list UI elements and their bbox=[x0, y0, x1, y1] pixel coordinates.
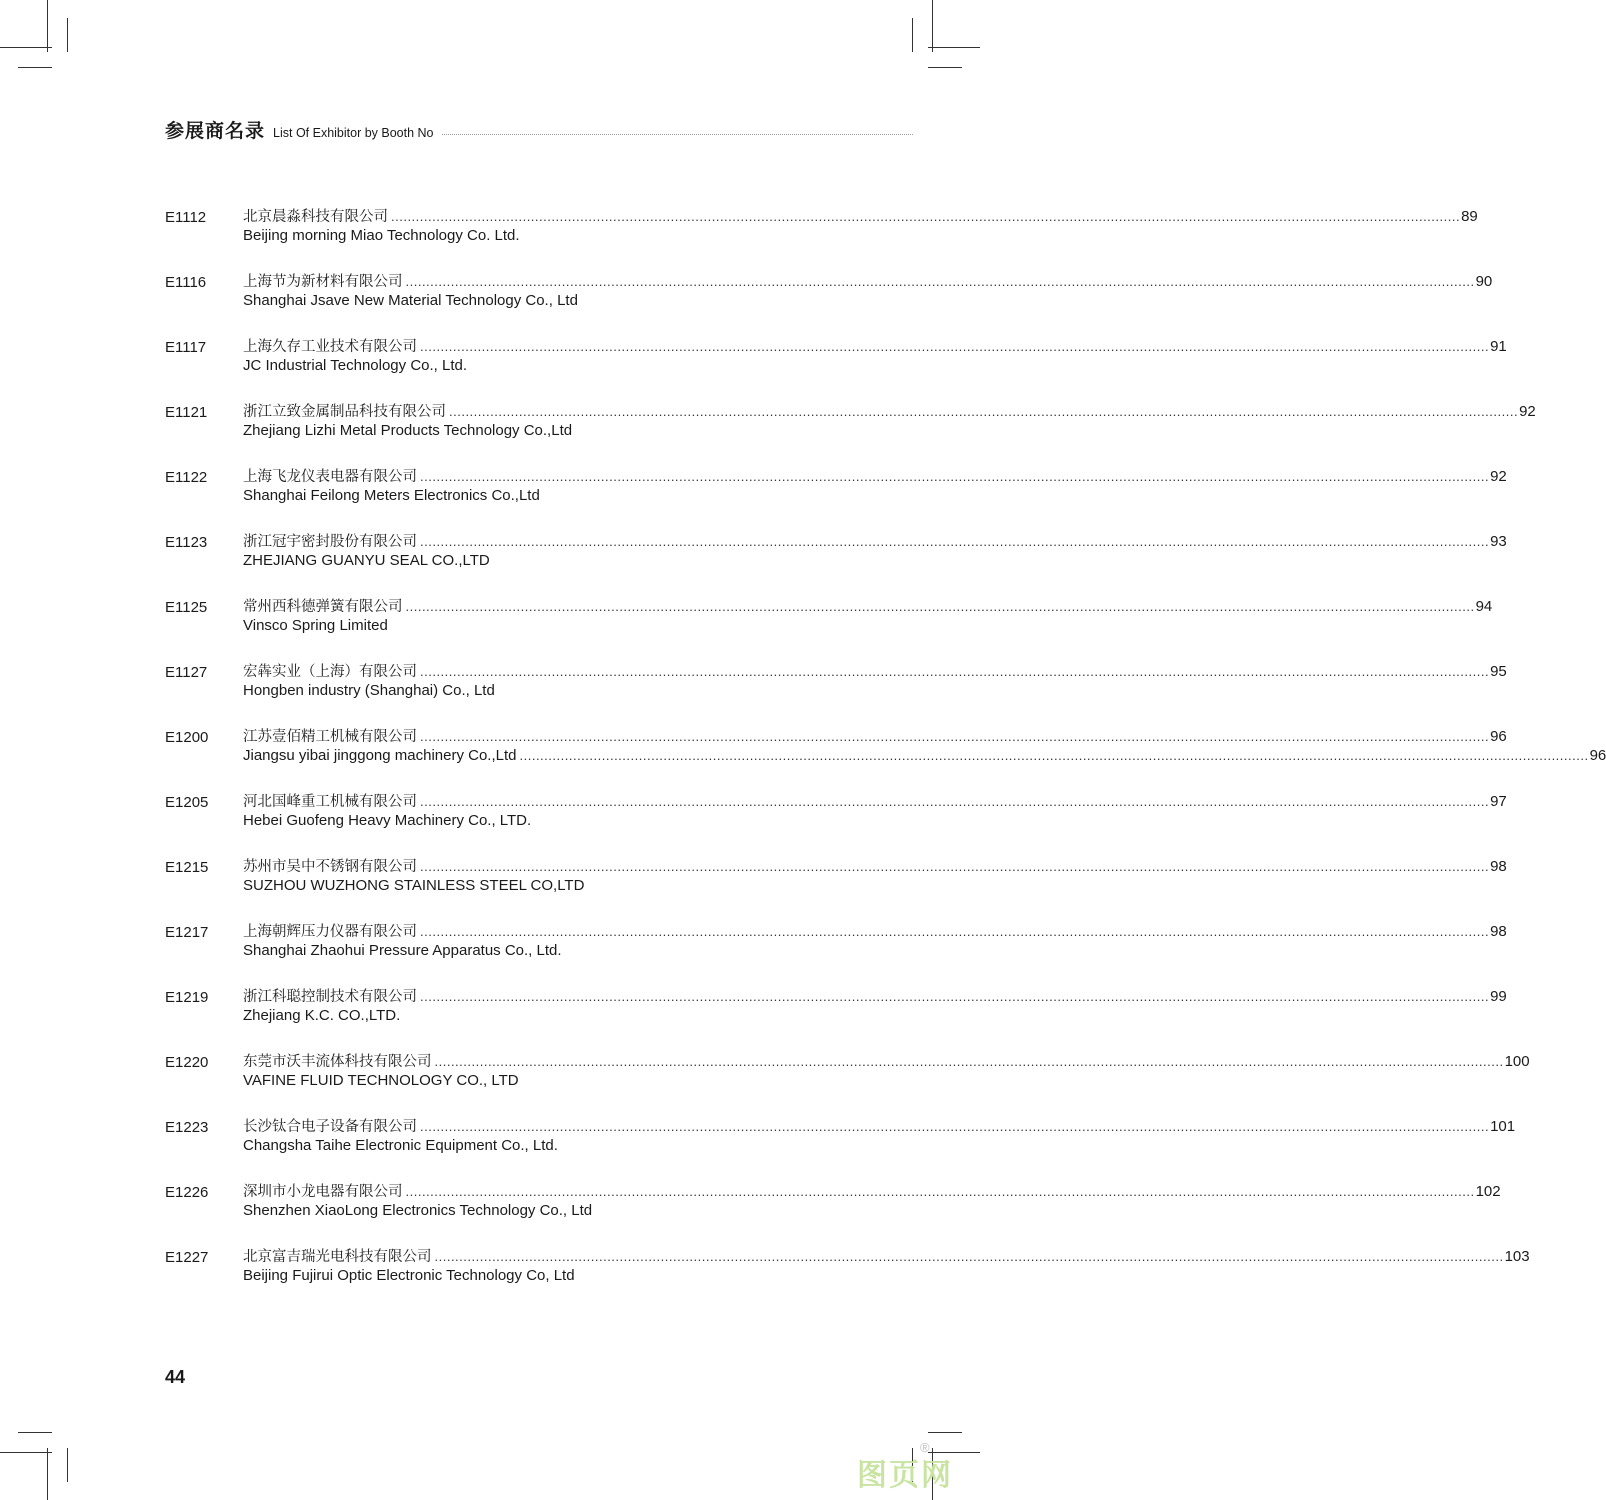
crop-mark bbox=[928, 67, 962, 68]
booth-number: E1116 bbox=[165, 274, 207, 291]
dot-leader: .................................................................................................................................................................................................................................................................... bbox=[420, 1119, 1490, 1134]
dot-leader: .................................................................................................................................................................................................................................................................... bbox=[405, 599, 1475, 614]
entry-line-en bbox=[243, 487, 815, 509]
entry-line-en bbox=[243, 552, 815, 574]
page-reference: 94 bbox=[1475, 598, 1493, 615]
header-dotted-rule bbox=[442, 134, 913, 135]
entry-line-en bbox=[243, 617, 815, 639]
page-number: 44 bbox=[165, 1367, 186, 1387]
entry-line-en bbox=[243, 812, 815, 834]
page-reference: 98 bbox=[1490, 923, 1507, 940]
company-name-en: Shanghai Zhaohui Pressure Apparatus Co., Ltd. bbox=[243, 942, 562, 959]
entry-line-cn bbox=[243, 465, 1507, 487]
crop-mark bbox=[0, 1452, 52, 1453]
company-name-en: Zhejiang K.C. CO.,LTD. bbox=[243, 1007, 401, 1024]
company-name-en: Hebei Guofeng Heavy Machinery Co., LTD. bbox=[243, 812, 532, 829]
booth-number: E1125 bbox=[165, 599, 208, 616]
dot-leader: .................................................................................................................................................................................................................................................................... bbox=[434, 1054, 1504, 1069]
company-name-en: Vinsco Spring Limited bbox=[243, 617, 388, 634]
page-reference: 102 bbox=[1475, 1183, 1501, 1200]
page-reference: 103 bbox=[1504, 1248, 1530, 1265]
booth-number: E1122 bbox=[165, 469, 208, 486]
entry-line-en bbox=[243, 682, 815, 704]
entry-line-en bbox=[243, 747, 1606, 769]
company-name-cn: 浙江冠宇密封股份有限公司 bbox=[243, 534, 417, 550]
booth-number: E1112 bbox=[165, 209, 207, 226]
exhibitor-entry bbox=[165, 1180, 1501, 1245]
booth-number: E1123 bbox=[165, 534, 208, 551]
entry-line-cn bbox=[243, 855, 1507, 877]
entry-line-cn bbox=[243, 205, 1478, 227]
page-reference: 101 bbox=[1490, 1118, 1516, 1135]
exhibitor-entry bbox=[165, 660, 1507, 725]
company-name-cn: 上海久存工业技术有限公司 bbox=[243, 339, 417, 355]
company-name-cn: 江苏壹佰精工机械有限公司 bbox=[243, 729, 417, 745]
crop-mark bbox=[18, 67, 52, 68]
company-name-cn: 浙江立致金属制品科技有限公司 bbox=[243, 404, 446, 420]
exhibitor-list bbox=[165, 205, 1606, 1310]
entry-line-cn bbox=[243, 530, 1507, 552]
company-name-cn: 东莞市沃丰流体科技有限公司 bbox=[243, 1054, 432, 1070]
entry-line-cn bbox=[243, 985, 1507, 1007]
exhibitor-entry bbox=[165, 855, 1507, 920]
exhibitor-entry bbox=[165, 465, 1507, 530]
dot-leader: .................................................................................................................................................................................................................................................................... bbox=[449, 404, 1519, 419]
company-name-en: Shenzhen XiaoLong Electronics Technology Co., Ltd bbox=[243, 1202, 593, 1219]
exhibitor-entry bbox=[165, 335, 1507, 400]
page-header bbox=[165, 117, 913, 143]
dot-leader: .................................................................................................................................................................................................................................................................... bbox=[405, 274, 1475, 289]
company-name-en: Jiangsu yibai jinggong machinery Co.,Ltd bbox=[243, 747, 517, 764]
page-reference: 92 bbox=[1519, 403, 1536, 420]
watermark-logo: 图页网 bbox=[857, 1458, 953, 1493]
dot-leader: .................................................................................................................................................................................................................................................................... bbox=[420, 729, 1490, 744]
entry-line-cn bbox=[243, 270, 1493, 292]
company-name-en: Beijing Fujirui Optic Electronic Technology Co, Ltd bbox=[243, 1267, 575, 1284]
company-name-cn: 长沙钛合电子设备有限公司 bbox=[243, 1119, 417, 1135]
company-name-cn: 苏州市吴中不锈钢有限公司 bbox=[243, 859, 417, 875]
booth-number: E1200 bbox=[165, 729, 209, 746]
dot-leader: .................................................................................................................................................................................................................................................................... bbox=[420, 989, 1490, 1004]
entry-line-en bbox=[243, 942, 815, 964]
dot-leader: .................................................................................................................................................................................................................................................................... bbox=[391, 209, 1461, 224]
dot-leader: .................................................................................................................................................................................................................................................................... bbox=[420, 469, 1490, 484]
page-reference: 100 bbox=[1504, 1053, 1530, 1070]
exhibitor-entry bbox=[165, 205, 1478, 270]
entry-line-en bbox=[243, 422, 815, 444]
page-reference: 96 bbox=[1589, 747, 1606, 764]
crop-mark bbox=[928, 1432, 962, 1433]
booth-number: E1205 bbox=[165, 794, 209, 811]
company-name-en: SUZHOU WUZHONG STAINLESS STEEL CO,LTD bbox=[243, 877, 585, 894]
company-name-cn: 常州西科德弹簧有限公司 bbox=[243, 599, 403, 615]
entry-line-cn bbox=[243, 595, 1493, 617]
registered-mark-icon: ® bbox=[920, 1440, 930, 1455]
entry-line-cn bbox=[243, 1050, 1530, 1072]
exhibitor-entry bbox=[165, 1245, 1530, 1310]
booth-number: E1215 bbox=[165, 859, 209, 876]
booth-number: E1220 bbox=[165, 1054, 209, 1071]
crop-mark bbox=[67, 18, 68, 52]
page-reference: 97 bbox=[1490, 793, 1507, 810]
company-name-cn: 河北国峰重工机械有限公司 bbox=[243, 794, 417, 810]
company-name-en: Shanghai Feilong Meters Electronics Co.,Ltd bbox=[243, 487, 540, 504]
company-name-cn: 上海节为新材料有限公司 bbox=[243, 274, 403, 290]
crop-mark bbox=[932, 0, 933, 52]
company-name-cn: 宏犇实业（上海）有限公司 bbox=[243, 664, 417, 680]
entry-line-cn bbox=[243, 400, 1536, 422]
exhibitor-entry bbox=[165, 985, 1507, 1050]
page-reference: 98 bbox=[1490, 858, 1507, 875]
dot-leader: .................................................................................................................................................................................................................................................................... bbox=[420, 339, 1490, 354]
entry-line-cn bbox=[243, 790, 1507, 812]
crop-mark bbox=[67, 1448, 68, 1482]
dot-leader: .................................................................................................................................................................................................................................................................... bbox=[420, 924, 1490, 939]
entry-line-en bbox=[243, 1072, 815, 1094]
exhibitor-entry bbox=[165, 530, 1507, 595]
dot-leader: .................................................................................................................................................................................................................................................................... bbox=[420, 794, 1490, 809]
crop-mark bbox=[47, 0, 48, 52]
company-name-en: Zhejiang Lizhi Metal Products Technology Co.,Ltd bbox=[243, 422, 573, 439]
entry-line-cn bbox=[243, 1115, 1516, 1137]
booth-number: E1127 bbox=[165, 664, 208, 681]
dot-leader: .................................................................................................................................................................................................................................................................... bbox=[420, 664, 1490, 679]
page-reference: 93 bbox=[1490, 533, 1507, 550]
booth-number: E1217 bbox=[165, 924, 209, 941]
crop-mark bbox=[912, 18, 913, 52]
booth-number: E1219 bbox=[165, 989, 209, 1006]
crop-mark bbox=[18, 1432, 52, 1433]
entry-line-cn bbox=[243, 725, 1507, 747]
entry-line-cn bbox=[243, 1180, 1501, 1202]
company-name-en: JC Industrial Technology Co., Ltd. bbox=[243, 357, 468, 374]
page-reference: 92 bbox=[1490, 468, 1507, 485]
exhibitor-entry bbox=[165, 400, 1536, 465]
booth-number: E1227 bbox=[165, 1249, 209, 1266]
company-name-en: ZHEJIANG GUANYU SEAL CO.,LTD bbox=[243, 552, 490, 569]
entry-line-en bbox=[243, 357, 815, 379]
entry-line-cn bbox=[243, 920, 1507, 942]
company-name-cn: 上海飞龙仪表电器有限公司 bbox=[243, 469, 417, 485]
entry-line-en bbox=[243, 877, 815, 899]
exhibitor-entry bbox=[165, 1050, 1530, 1115]
header-title-cn: 参展商名录 bbox=[165, 120, 266, 142]
page-reference: 96 bbox=[1490, 728, 1507, 745]
company-name-en: Beijing morning Miao Technology Co. Ltd. bbox=[243, 227, 520, 244]
page-reference: 90 bbox=[1475, 273, 1493, 290]
exhibitor-entry bbox=[165, 1115, 1516, 1180]
exhibitor-entry bbox=[165, 920, 1507, 985]
entry-line-cn bbox=[243, 1245, 1530, 1267]
booth-number: E1226 bbox=[165, 1184, 209, 1201]
dot-leader: .................................................................................................................................................................................................................................................................... bbox=[405, 1184, 1475, 1199]
company-name-cn: 北京晨淼科技有限公司 bbox=[243, 209, 388, 225]
crop-mark bbox=[47, 1448, 48, 1500]
entry-line-en bbox=[243, 1267, 815, 1289]
dot-leader: .................................................................................................................................................................................................................................................................... bbox=[434, 1249, 1504, 1264]
company-name-cn: 深圳市小龙电器有限公司 bbox=[243, 1184, 403, 1200]
company-name-cn: 上海朝辉压力仪器有限公司 bbox=[243, 924, 417, 940]
dot-leader: .................................................................................................................................................................................................................................................................... bbox=[519, 748, 1589, 763]
entry-line-en bbox=[243, 1007, 815, 1029]
exhibitor-entry bbox=[165, 725, 1606, 790]
entry-line-cn bbox=[243, 335, 1507, 357]
booth-number: E1223 bbox=[165, 1119, 209, 1136]
page-reference: 89 bbox=[1461, 208, 1478, 225]
company-name-en: VAFINE FLUID TECHNOLOGY CO., LTD bbox=[243, 1072, 519, 1089]
booth-number: E1117 bbox=[165, 339, 207, 356]
company-name-en: Changsha Taihe Electronic Equipment Co., Ltd. bbox=[243, 1137, 558, 1154]
company-name-en: Hongben industry (Shanghai) Co., Ltd bbox=[243, 682, 495, 699]
dot-leader: .................................................................................................................................................................................................................................................................... bbox=[420, 859, 1490, 874]
entry-line-cn bbox=[243, 660, 1507, 682]
exhibitor-entry bbox=[165, 270, 1493, 335]
crop-mark bbox=[0, 47, 52, 48]
entry-line-en bbox=[243, 1202, 815, 1224]
header-title-en: List Of Exhibitor by Booth No bbox=[273, 126, 434, 140]
entry-line-en bbox=[243, 1137, 815, 1159]
page-reference: 95 bbox=[1490, 663, 1507, 680]
company-name-cn: 北京富吉瑞光电科技有限公司 bbox=[243, 1249, 432, 1265]
booth-number: E1121 bbox=[165, 404, 208, 421]
page-reference: 99 bbox=[1490, 988, 1507, 1005]
entry-line-en bbox=[243, 227, 815, 249]
dot-leader: .................................................................................................................................................................................................................................................................... bbox=[420, 534, 1490, 549]
exhibitor-entry bbox=[165, 790, 1507, 855]
entry-line-en bbox=[243, 292, 815, 314]
crop-mark bbox=[928, 47, 980, 48]
page-reference: 91 bbox=[1490, 338, 1507, 355]
company-name-en: Shanghai Jsave New Material Technology Co., Ltd bbox=[243, 292, 578, 309]
exhibitor-entry bbox=[165, 595, 1493, 660]
company-name-cn: 浙江科聪控制技术有限公司 bbox=[243, 989, 417, 1005]
